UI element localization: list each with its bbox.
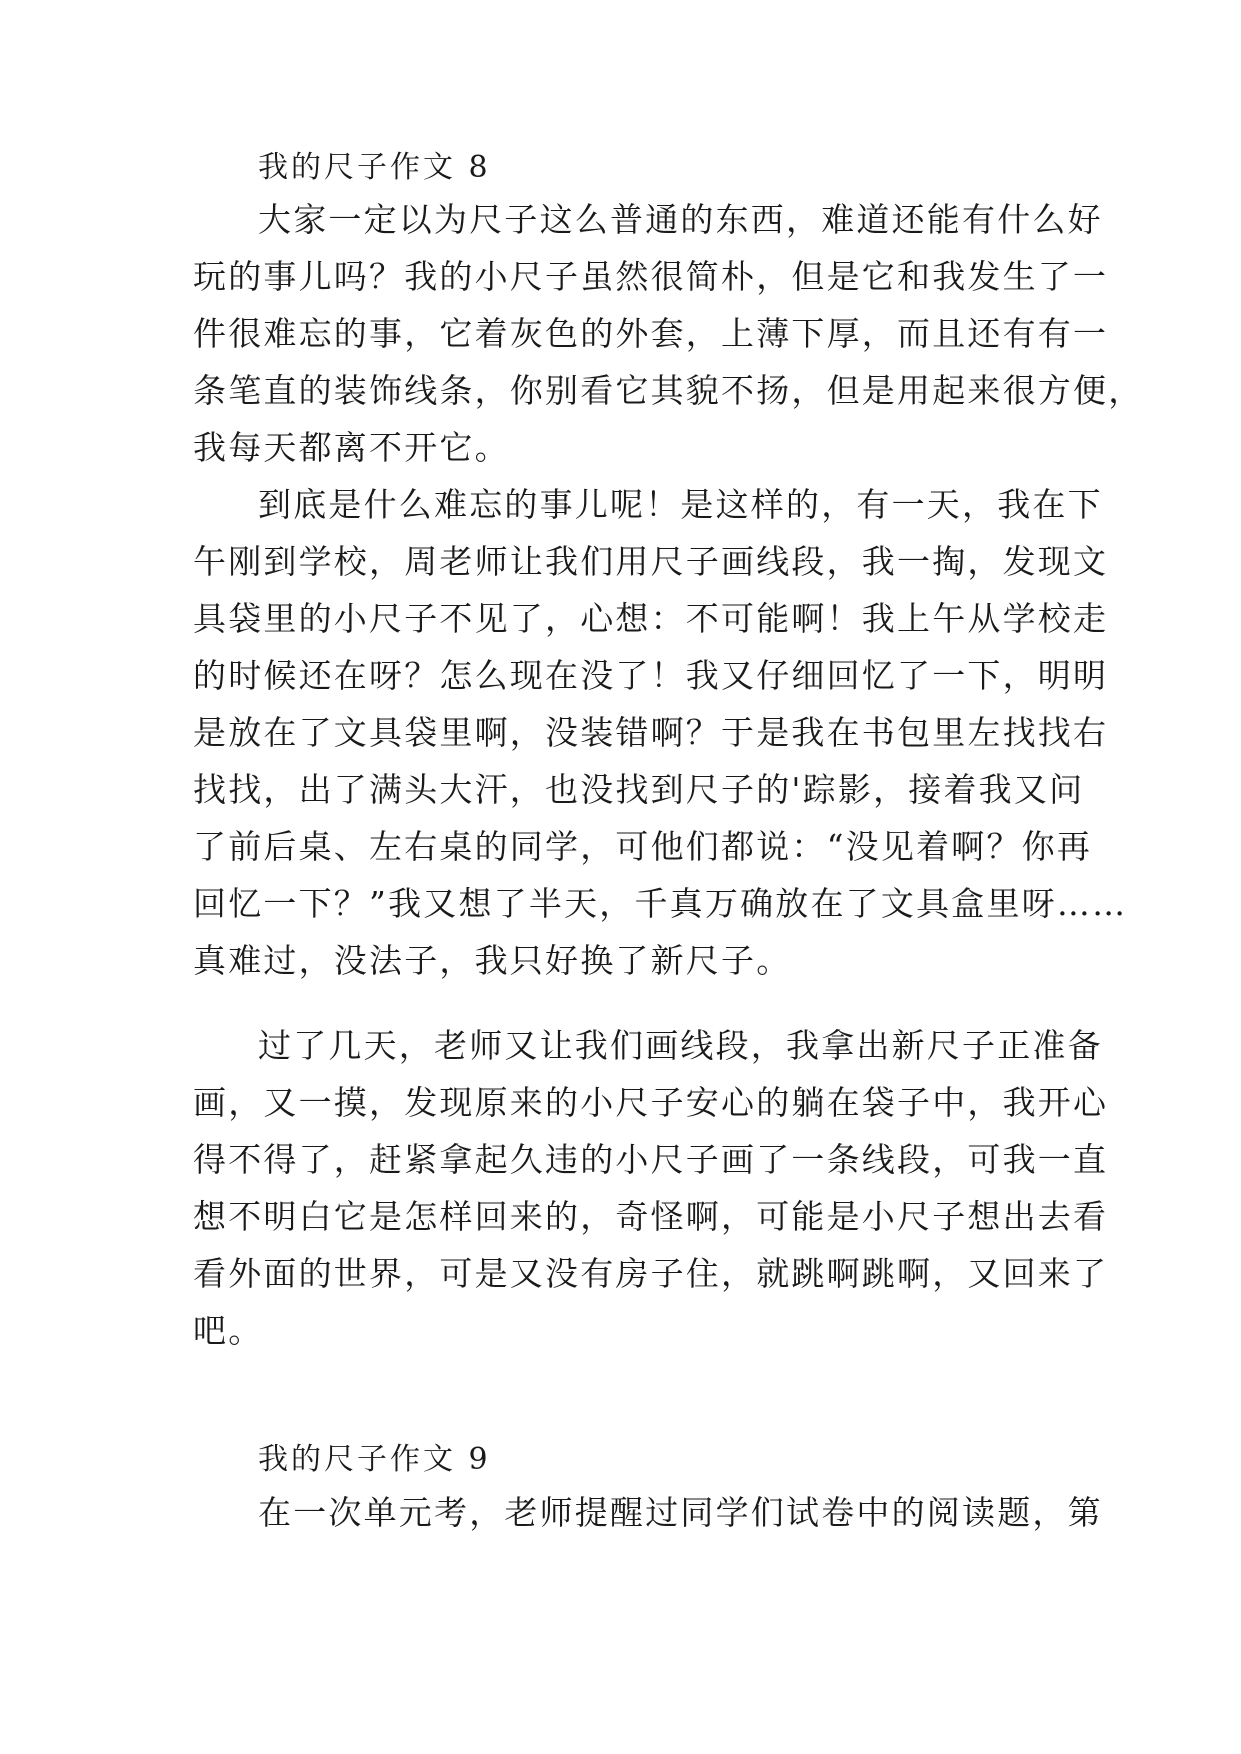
- text-line: 条笔直的装饰线条，你别看它其貌不扬，但是用起来很方便，: [193, 371, 1144, 410]
- text-line: 过了几天，老师又让我们画线段，我拿出新尺子正准备: [258, 1026, 1103, 1065]
- essay-9-title: 我的尺子作文 9: [258, 1442, 491, 1477]
- text-line: 真难过，没法子，我只好换了新尺子。: [193, 941, 792, 980]
- text-line: 回忆一下？”我又想了半天，千真万确放在了文具盒里呀……: [193, 884, 1128, 923]
- text-line: 大家一定以为尺子这么普通的东西，难道还能有什么好: [258, 200, 1103, 239]
- text-line: 吧。: [193, 1311, 264, 1350]
- text-line: 了前后桌、左右桌的同学，可他们都说：“没见着啊？你再: [193, 827, 1093, 866]
- text-line: 找找，出了满头大汗，也没找到尺子的'踪影，接着我又问: [193, 770, 1085, 809]
- text-line: 想不明白它是怎样回来的，奇怪啊，可能是小尺子想出去看: [193, 1197, 1109, 1236]
- text-line: 件很难忘的事，它着灰色的外套，上薄下厚，而且还有有一: [193, 314, 1109, 353]
- text-line: 具袋里的小尺子不见了，心想：不可能啊！我上午从学校走: [193, 599, 1109, 638]
- text-line: 到底是什么难忘的事儿呢！是这样的，有一天，我在下: [258, 485, 1103, 524]
- text-line: 在一次单元考，老师提醒过同学们试卷中的阅读题，第: [258, 1493, 1103, 1532]
- text-line: 午刚到学校，周老师让我们用尺子画线段，我一掏，发现文: [193, 542, 1109, 581]
- text-line: 的时候还在呀？怎么现在没了！我又仔细回忆了一下，明明: [193, 656, 1109, 695]
- text-line: 画，又一摸，发现原来的小尺子安心的躺在袋子中，我开心: [193, 1083, 1109, 1122]
- text-line: 我每天都离不开它。: [193, 428, 510, 467]
- text-line: 看外面的世界，可是又没有房子住，就跳啊跳啊，又回来了: [193, 1254, 1109, 1293]
- essay-8-title: 我的尺子作文 8: [258, 150, 491, 185]
- text-line: 是放在了文具袋里啊，没装错啊？于是我在书包里左找找右: [193, 713, 1109, 752]
- text-line: 玩的事儿吗？我的小尺子虽然很简朴，但是它和我发生了一: [193, 257, 1109, 296]
- text-line: 得不得了，赶紧拿起久违的小尺子画了一条线段，可我一直: [193, 1140, 1109, 1179]
